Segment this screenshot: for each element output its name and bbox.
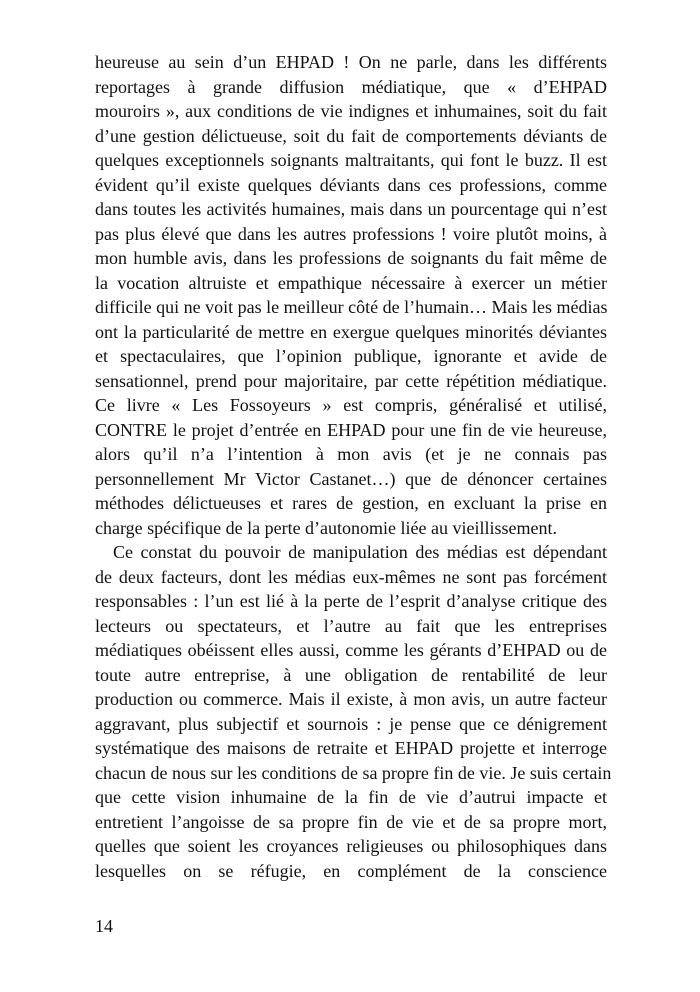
- text-line: évident qu’il existe quelques déviants dans ces professions, comme: [95, 174, 607, 195]
- text-line: toute autre entreprise, à une obligation de rentabilité de leur: [95, 664, 607, 685]
- text-line: la vocation altruiste et empathique nécessaire à exercer un métier: [95, 272, 607, 293]
- text-line: mouroirs », aux conditions de vie indignes et inhumaines, soit du fait: [95, 101, 607, 121]
- text-line: que cette vision inhumaine de la fin de vie d’autrui impacte et: [95, 787, 607, 807]
- text-line: médiatiques obéissent elles aussi, comme les gérants d’EHPAD ou de: [95, 640, 607, 660]
- text-line: pas plus élevé que dans les autres professions ! voire plutôt moins, à: [95, 223, 607, 244]
- text-line: alors qu’il n’a l’intention à mon avis (et je ne connais pas: [95, 444, 607, 464]
- text-line: CONTRE le projet d’entrée en EHPAD pour une fin de vie heureuse,: [95, 419, 607, 440]
- text-line: d’une gestion délictueuse, soit du fait de comportements déviants de: [95, 125, 607, 146]
- text-line: dans toutes les activités humaines, mais dans un pourcentage qui n’est: [95, 199, 607, 219]
- text-line: quelques exceptionnels soignants maltraitants, qui font le buzz. Il est: [95, 150, 607, 170]
- paragraph: [95, 50, 607, 540]
- text-line: heureuse au sein d’un EHPAD ! On ne parle, dans les différents: [95, 52, 607, 72]
- text-line: charge spécifique de la perte d’autonomie liée au vieillissement.: [95, 517, 557, 538]
- text-line: lesquelles on se réfugie, en complément de la conscience: [95, 860, 607, 881]
- text-line: production ou commerce. Mais il existe, à mon avis, un autre facteur: [95, 689, 607, 709]
- text-line: Ce constat du pouvoir de manipulation des médias est dépendant: [113, 542, 607, 562]
- text-line: Ce livre « Les Fossoyeurs » est compris, généralisé et utilisé,: [95, 395, 607, 415]
- text-line: ont la particularité de mettre en exergue quelques minorités déviantes: [95, 321, 607, 342]
- text-line: personnellement Mr Victor Castanet…) que de dénoncer certaines: [95, 468, 607, 489]
- text-line: quelles que soient les croyances religieuses ou philosophiques dans: [95, 836, 607, 856]
- text-line: et spectaculaires, que l’opinion publique, ignorante et avide de: [95, 346, 607, 366]
- text-line: sensationnel, prend pour majoritaire, par cette répétition médiatique.: [95, 370, 607, 391]
- paragraph: [95, 540, 612, 883]
- text-line: systématique des maisons de retraite et EHPAD projette et interroge: [95, 738, 607, 758]
- text-line: méthodes délictueuses et rares de gestion, en excluant la prise en: [95, 493, 607, 513]
- page-number: 14: [95, 916, 113, 936]
- text-line: chacun de nous sur les conditions de sa propre fin de vie. Je suis certain: [95, 762, 612, 783]
- text-line: mon humble avis, dans les professions de soignants du fait même de: [95, 248, 607, 268]
- text-line: lecteurs ou spectateurs, et l’autre au fait que les entreprises: [95, 615, 607, 636]
- page-body: [95, 50, 612, 883]
- text-line: de deux facteurs, dont les médias eux-mêmes ne sont pas forcément: [95, 566, 607, 587]
- text-line: reportages à grande diffusion médiatique, que « d’EHPAD: [95, 76, 607, 97]
- text-line: entretient l’angoisse de sa propre fin de vie et de sa propre mort,: [95, 811, 607, 832]
- text-line: difficile qui ne voit pas le meilleur côté de l’humain… Mais les médias: [95, 297, 608, 317]
- text-line: responsables : l’un est lié à la perte de l’esprit d’analyse critique des: [95, 591, 607, 611]
- text-line: aggravant, plus subjectif et sournois : je pense que ce dénigrement: [95, 713, 607, 734]
